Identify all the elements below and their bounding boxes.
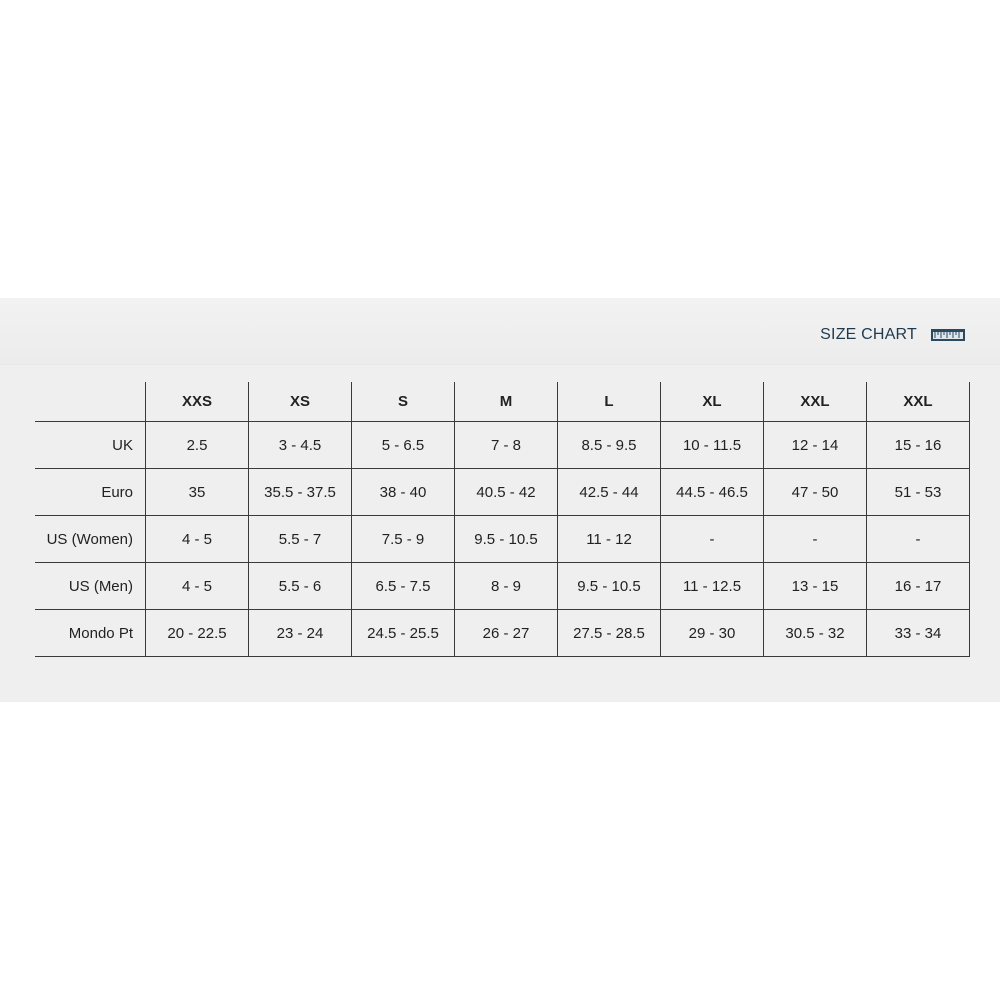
table-cell: 4 - 5 <box>146 563 249 610</box>
table-cell: 10 - 11.5 <box>661 422 764 469</box>
table-cell: 15 - 16 <box>867 422 970 469</box>
table-cell: 4 - 5 <box>146 516 249 563</box>
ruler-icon <box>931 329 965 341</box>
table-cell: 11 - 12 <box>558 516 661 563</box>
table-cell: 13 - 15 <box>764 563 867 610</box>
header-divider <box>0 364 1000 366</box>
table-cell: 30.5 - 32 <box>764 610 867 657</box>
table-cell: 8.5 - 9.5 <box>558 422 661 469</box>
table-cell: - <box>661 516 764 563</box>
row-label: US (Men) <box>35 563 146 610</box>
table-cell: - <box>764 516 867 563</box>
row-label: Euro <box>35 469 146 516</box>
table-cell: 44.5 - 46.5 <box>661 469 764 516</box>
table-cell: 38 - 40 <box>352 469 455 516</box>
table-cell: 12 - 14 <box>764 422 867 469</box>
column-header: XXL <box>867 382 970 422</box>
table-cell: 6.5 - 7.5 <box>352 563 455 610</box>
column-header: XXS <box>146 382 249 422</box>
table-cell: 20 - 22.5 <box>146 610 249 657</box>
table-cell: 16 - 17 <box>867 563 970 610</box>
column-header: L <box>558 382 661 422</box>
column-header: XS <box>249 382 352 422</box>
table-cell: 8 - 9 <box>455 563 558 610</box>
title-group <box>820 326 965 344</box>
table-cell: 27.5 - 28.5 <box>558 610 661 657</box>
table-row <box>35 516 970 563</box>
panel-header <box>0 298 1000 364</box>
column-header: M <box>455 382 558 422</box>
table-cell: 42.5 - 44 <box>558 469 661 516</box>
table-cell: 35 <box>146 469 249 516</box>
corner-cell <box>35 382 146 422</box>
table-row <box>35 563 970 610</box>
table-cell: 5 - 6.5 <box>352 422 455 469</box>
table-cell: 11 - 12.5 <box>661 563 764 610</box>
table-cell: 40.5 - 42 <box>455 469 558 516</box>
row-label: Mondo Pt <box>35 610 146 657</box>
table-cell: 35.5 - 37.5 <box>249 469 352 516</box>
table-cell: 23 - 24 <box>249 610 352 657</box>
row-label: US (Women) <box>35 516 146 563</box>
size-header-row <box>35 382 970 422</box>
table-cell: 3 - 4.5 <box>249 422 352 469</box>
table-cell: 33 - 34 <box>867 610 970 657</box>
column-header: XXL <box>764 382 867 422</box>
row-label: UK <box>35 422 146 469</box>
table-row <box>35 422 970 469</box>
table-cell: 9.5 - 10.5 <box>558 563 661 610</box>
table-cell: 7.5 - 9 <box>352 516 455 563</box>
table-cell: 29 - 30 <box>661 610 764 657</box>
table-cell: 7 - 8 <box>455 422 558 469</box>
table-cell: 2.5 <box>146 422 249 469</box>
table-cell: - <box>867 516 970 563</box>
size-chart-title: SIZE CHART <box>820 326 917 343</box>
column-header: XL <box>661 382 764 422</box>
table-cell: 24.5 - 25.5 <box>352 610 455 657</box>
table-cell: 9.5 - 10.5 <box>455 516 558 563</box>
table-row <box>35 610 970 657</box>
table-cell: 47 - 50 <box>764 469 867 516</box>
size-table <box>35 382 970 657</box>
table-cell: 5.5 - 7 <box>249 516 352 563</box>
table-row <box>35 469 970 516</box>
column-header: S <box>352 382 455 422</box>
table-cell: 51 - 53 <box>867 469 970 516</box>
table-cell: 26 - 27 <box>455 610 558 657</box>
table-cell: 5.5 - 6 <box>249 563 352 610</box>
